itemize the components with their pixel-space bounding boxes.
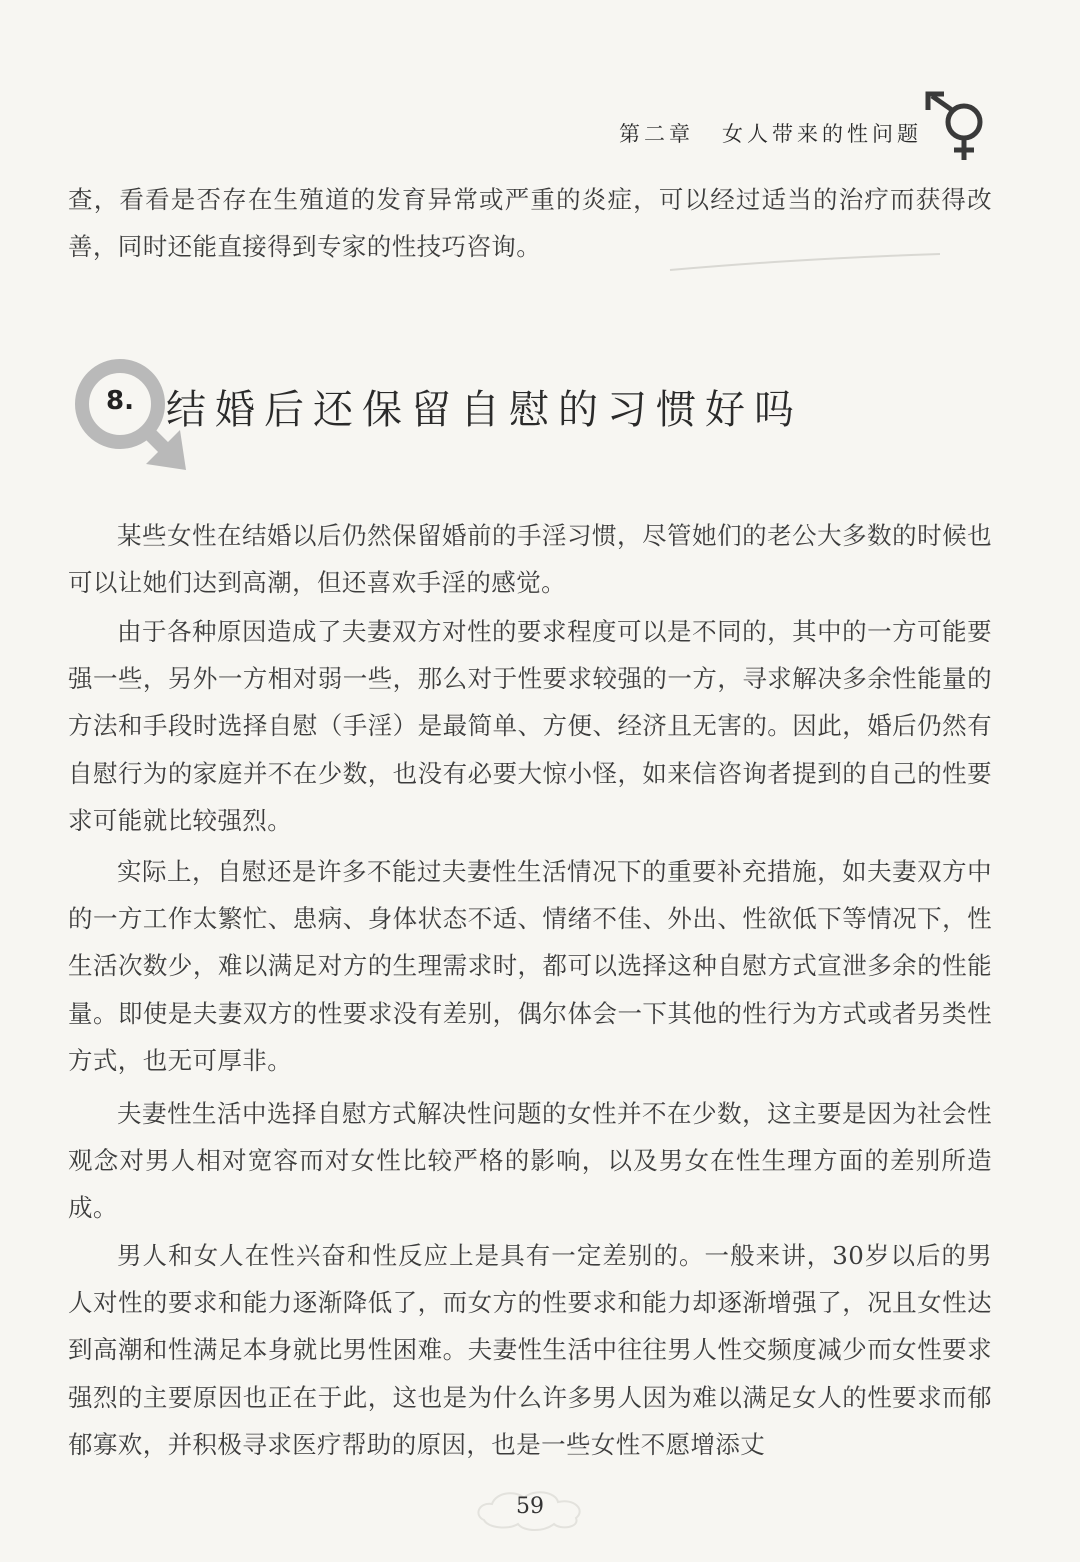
section-number: 8. — [106, 386, 134, 416]
running-header — [619, 118, 922, 148]
chapter-label: 第二章 — [619, 122, 694, 146]
paragraph-4: 夫妻性生活中选择自慰方式解决性问题的女性并不在少数，这主要是因为社会性观念对男人相对宽容而对女性比较严格的影响，以及男女在性生理方面的差别所造成。 — [68, 1099, 992, 1223]
paragraph-3: 实际上，自慰还是许多不能过夫妻性生活情况下的重要补充措施，如夫妻双方中的一方工作太繁忙、患病、身体状态不适、情绪不佳、外出、性欲低下等情况下，性生活次数少，难以满足对方的生理需求时，都可以选择这种自慰方式宣泄多余的性能量。即使是夫妻双方的性要求没有差别，偶尔体会一下其他的性行为方式或者另类性方式，也无可厚非。 — [68, 857, 992, 1075]
chapter-title: 女人带来的性问题 — [722, 122, 922, 146]
paragraph-1: 某些女性在结婚以后仍然保留婚前的手淫习惯，尽管她们的老公大多数的时候也可以让她们达到高潮，但还喜欢手淫的感觉。 — [68, 521, 992, 598]
decorative-scribble — [660, 240, 960, 280]
page-number: 59 — [516, 1494, 544, 1519]
section-title: 结婚后还保留自慰的习惯好吗 — [166, 387, 803, 433]
continued-paragraph: 查，看看是否存在生殖道的发育异常或严重的炎症，可以经过适当的治疗而获得改善，同时还能直接得到专家的性技巧咨询。 — [68, 185, 992, 262]
male-female-symbol-icon — [920, 88, 996, 164]
paragraph-5: 男人和女人在性兴奋和性反应上是具有一定差别的。一般来讲，30岁以后的男人对性的要求和能力逐渐降低了，而女方的性要求和能力却逐渐增强了，况且女性达到高潮和性满足本身就比男性困难。夫妻性生活中往往男人性交频度减少而女性要求强烈的主要原因也正在于此，这也是为什么许多男人因为难以满足女人的性要求而郁郁寡欢，并积极寻求医疗帮助的原因，也是一些女性不愿增添丈 — [68, 1241, 992, 1459]
paragraph-2: 由于各种原因造成了夫妻双方对性的要求程度可以是不同的，其中的一方可能要强一些，另外一方相对弱一些，那么对于性要求较强的一方，寻求解决多余性能量的方法和手段时选择自慰（手淫）是最简单、方便、经济且无害的。因此，婚后仍然有自慰行为的家庭并不在少数，也没有必要大惊小怪，如来信咨询者提到的自己的性要求可能就比较强烈。 — [68, 617, 992, 835]
page-number-badge — [470, 1486, 590, 1532]
